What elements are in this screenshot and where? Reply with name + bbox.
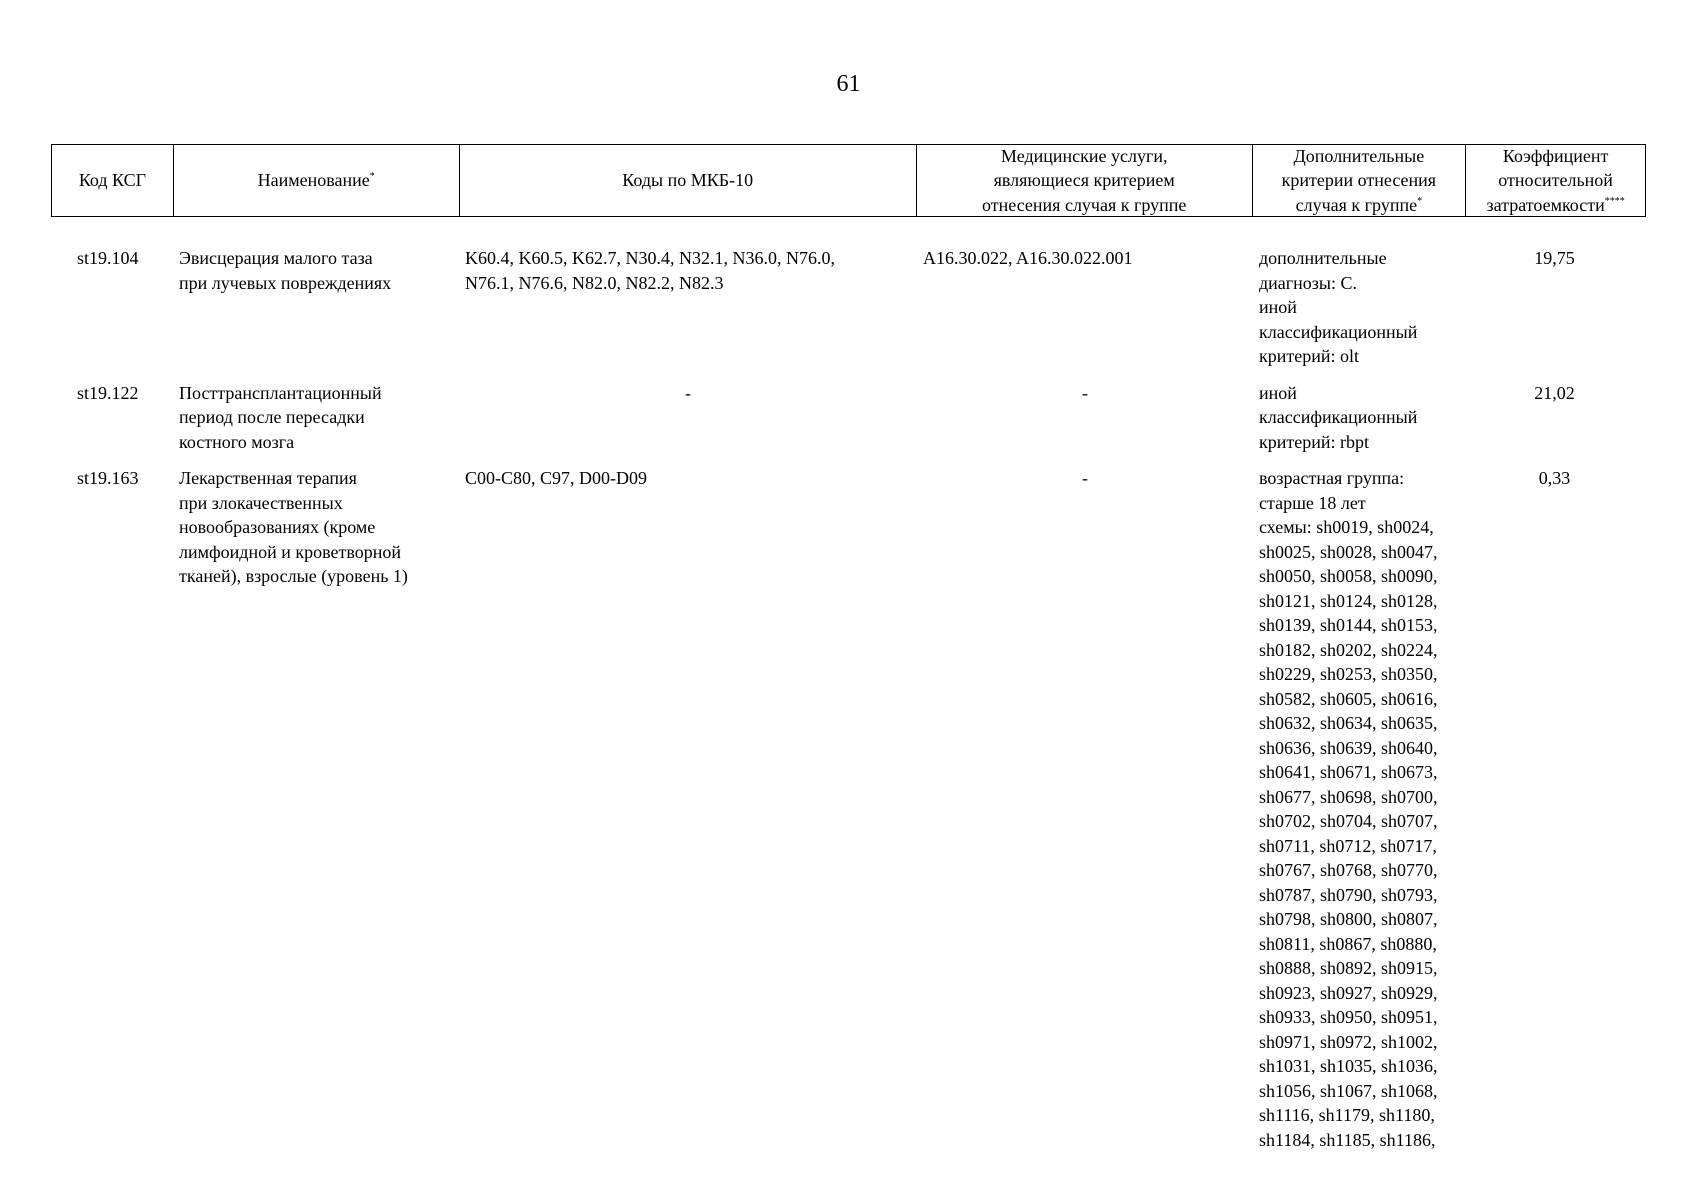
additional-criteria-line: sh0923, sh0927, sh0929, [1259, 982, 1438, 1003]
additional-criteria-line: sh0798, sh0800, sh0807, [1259, 909, 1438, 929]
header-mkb-codes-text: Коды по МКБ-10 [622, 170, 754, 191]
additional-criteria-line: sh0025, sh0028, sh0047, [1259, 541, 1438, 562]
additional-criteria-line: критерий: rbpt [1259, 431, 1369, 452]
additional-criteria-line: иной [1259, 382, 1297, 403]
header-medical-services [917, 145, 1253, 216]
additional-criteria-line: sh0787, sh0790, sh0793, [1259, 884, 1438, 905]
medical-services-cell [917, 246, 1253, 369]
additional-criteria-line: sh0971, sh0972, sh1002, [1259, 1031, 1438, 1052]
additional-criteria-line: sh0050, sh0058, sh0090, [1259, 566, 1438, 586]
additional-criteria-line: иной [1259, 297, 1297, 317]
cost-coefficient-cell: 21,02 [1534, 382, 1575, 403]
header-ksg-code-text: Код КСГ [78, 170, 147, 191]
name-line: новообразованиях (кроме [179, 517, 376, 537]
header-medical-services-line: Медицинские услуги, [1000, 145, 1168, 166]
additional-criteria-line: sh0888, sh0892, sh0915, [1259, 958, 1438, 978]
additional-criteria-line: классификационный [1259, 321, 1418, 342]
mkb-codes-line: - [685, 382, 691, 403]
additional-criteria-cell [1253, 381, 1467, 455]
table-row [51, 246, 1646, 369]
additional-criteria-cell [1253, 246, 1467, 369]
additional-criteria-line: sh0641, sh0671, sh0673, [1259, 762, 1438, 782]
header-additional-criteria [1253, 145, 1467, 216]
name-line: при лучевых повреждениях [179, 272, 392, 293]
additional-criteria-line: схемы: sh0019, sh0024, [1259, 517, 1434, 537]
header-cost-coefficient [1466, 145, 1645, 216]
table-row [51, 381, 1646, 455]
table-row [51, 466, 1646, 1152]
additional-criteria-line: диагнозы: C. [1259, 272, 1358, 293]
mkb-codes-cell [459, 466, 917, 1152]
additional-criteria-line: sh1031, sh1035, sh1036, [1259, 1056, 1438, 1076]
mkb-codes-cell [459, 381, 917, 455]
additional-criteria-line: дополнительные [1259, 248, 1387, 268]
additional-criteria-line: sh0711, sh0712, sh0717, [1259, 835, 1437, 856]
header-cost-coefficient-footnote: **** [1604, 195, 1625, 207]
mkb-codes-line: K60.4, K60.5, K62.7, N30.4, N32.1, N36.0, N76.0, [465, 248, 835, 268]
additional-criteria-line: sh0702, sh0704, sh0707, [1259, 811, 1438, 831]
additional-criteria-line: sh1116, sh1179, sh1180, [1259, 1105, 1435, 1125]
additional-criteria-line: критерий: olt [1259, 346, 1360, 366]
additional-criteria-line: sh0767, sh0768, sh0770, [1259, 860, 1438, 880]
header-cost-coefficient-line: затратоемкости [1486, 194, 1605, 215]
mkb-codes-line: N76.1, N76.6, N82.0, N82.2, N82.3 [465, 272, 724, 293]
additional-criteria-cell [1253, 466, 1467, 1152]
cost-coefficient-cell: 0,33 [1538, 468, 1571, 488]
additional-criteria-line: sh1056, sh1067, sh1068, [1259, 1080, 1438, 1101]
name-line: Посттрансплантационный [179, 382, 382, 403]
header-name-text: Наименование [257, 170, 370, 191]
name-line: костного мозга [179, 431, 295, 452]
ksg-code-cell: st19.104 [77, 248, 139, 268]
name-line: лимфоидной и кроветворной [179, 541, 401, 562]
additional-criteria-line: sh0182, sh0202, sh0224, [1259, 639, 1438, 660]
header-name [174, 145, 460, 216]
header-additional-criteria-line: случая к группе [1295, 194, 1418, 215]
additional-criteria-line: sh0933, sh0950, sh0951, [1259, 1007, 1438, 1027]
mkb-codes-cell [459, 246, 917, 369]
ksg-code-cell: st19.122 [77, 382, 139, 403]
additional-criteria-line: возрастная группа: [1259, 468, 1405, 488]
additional-criteria-line: классификационный [1259, 407, 1418, 427]
header-medical-services-line: отнесения случая к группе [982, 194, 1187, 215]
additional-criteria-line: sh0636, sh0639, sh0640, [1259, 737, 1438, 758]
additional-criteria-line: sh0677, sh0698, sh0700, [1259, 786, 1438, 807]
table-body [51, 246, 1646, 1152]
name-line: период после пересадки [179, 407, 365, 427]
additional-criteria-line: старше 18 лет [1259, 492, 1366, 513]
header-additional-criteria-line: Дополнительные [1293, 145, 1425, 166]
header-additional-criteria-footnote: * [1417, 195, 1423, 207]
additional-criteria-line: sh1184, sh1185, sh1186, [1259, 1129, 1436, 1150]
medical-services-line: - [1082, 382, 1088, 403]
name-line: Эвисцерация малого таза [179, 248, 373, 268]
header-name-footnote: * [369, 171, 375, 183]
mkb-codes-line: C00-C80, C97, D00-D09 [465, 468, 648, 488]
additional-criteria-line: sh0139, sh0144, sh0153, [1259, 615, 1438, 635]
header-cost-coefficient-line: Коэффициент [1502, 145, 1609, 166]
header-additional-criteria-line: критерии отнесения [1281, 170, 1437, 191]
additional-criteria-line: sh0121, sh0124, sh0128, [1259, 590, 1438, 611]
name-line: тканей), взрослые (уровень 1) [179, 566, 408, 586]
medical-services-cell [917, 381, 1253, 455]
header-ksg-code [52, 145, 174, 216]
additional-criteria-line: sh0811, sh0867, sh0880, [1259, 933, 1437, 954]
header-medical-services-line: являющиеся критерием [993, 170, 1175, 191]
header-mkb-codes [460, 145, 917, 216]
additional-criteria-line: sh0229, sh0253, sh0350, [1259, 664, 1438, 684]
additional-criteria-line: sh0632, sh0634, sh0635, [1259, 713, 1438, 733]
medical-services-cell [917, 466, 1253, 1152]
table-header [51, 144, 1646, 217]
medical-services-line: A16.30.022, A16.30.022.001 [923, 248, 1133, 268]
name-cell [173, 466, 459, 1152]
name-cell [173, 381, 459, 455]
name-line: Лекарственная терапия [179, 468, 357, 488]
page-number: 61 [836, 71, 861, 97]
cost-coefficient-cell: 19,75 [1534, 248, 1575, 268]
name-cell [173, 246, 459, 369]
header-cost-coefficient-line: относительной [1498, 170, 1613, 191]
name-line: при злокачественных [179, 492, 343, 513]
medical-services-line: - [1082, 468, 1088, 488]
additional-criteria-line: sh0582, sh0605, sh0616, [1259, 688, 1438, 709]
ksg-code-cell: st19.163 [77, 468, 139, 488]
